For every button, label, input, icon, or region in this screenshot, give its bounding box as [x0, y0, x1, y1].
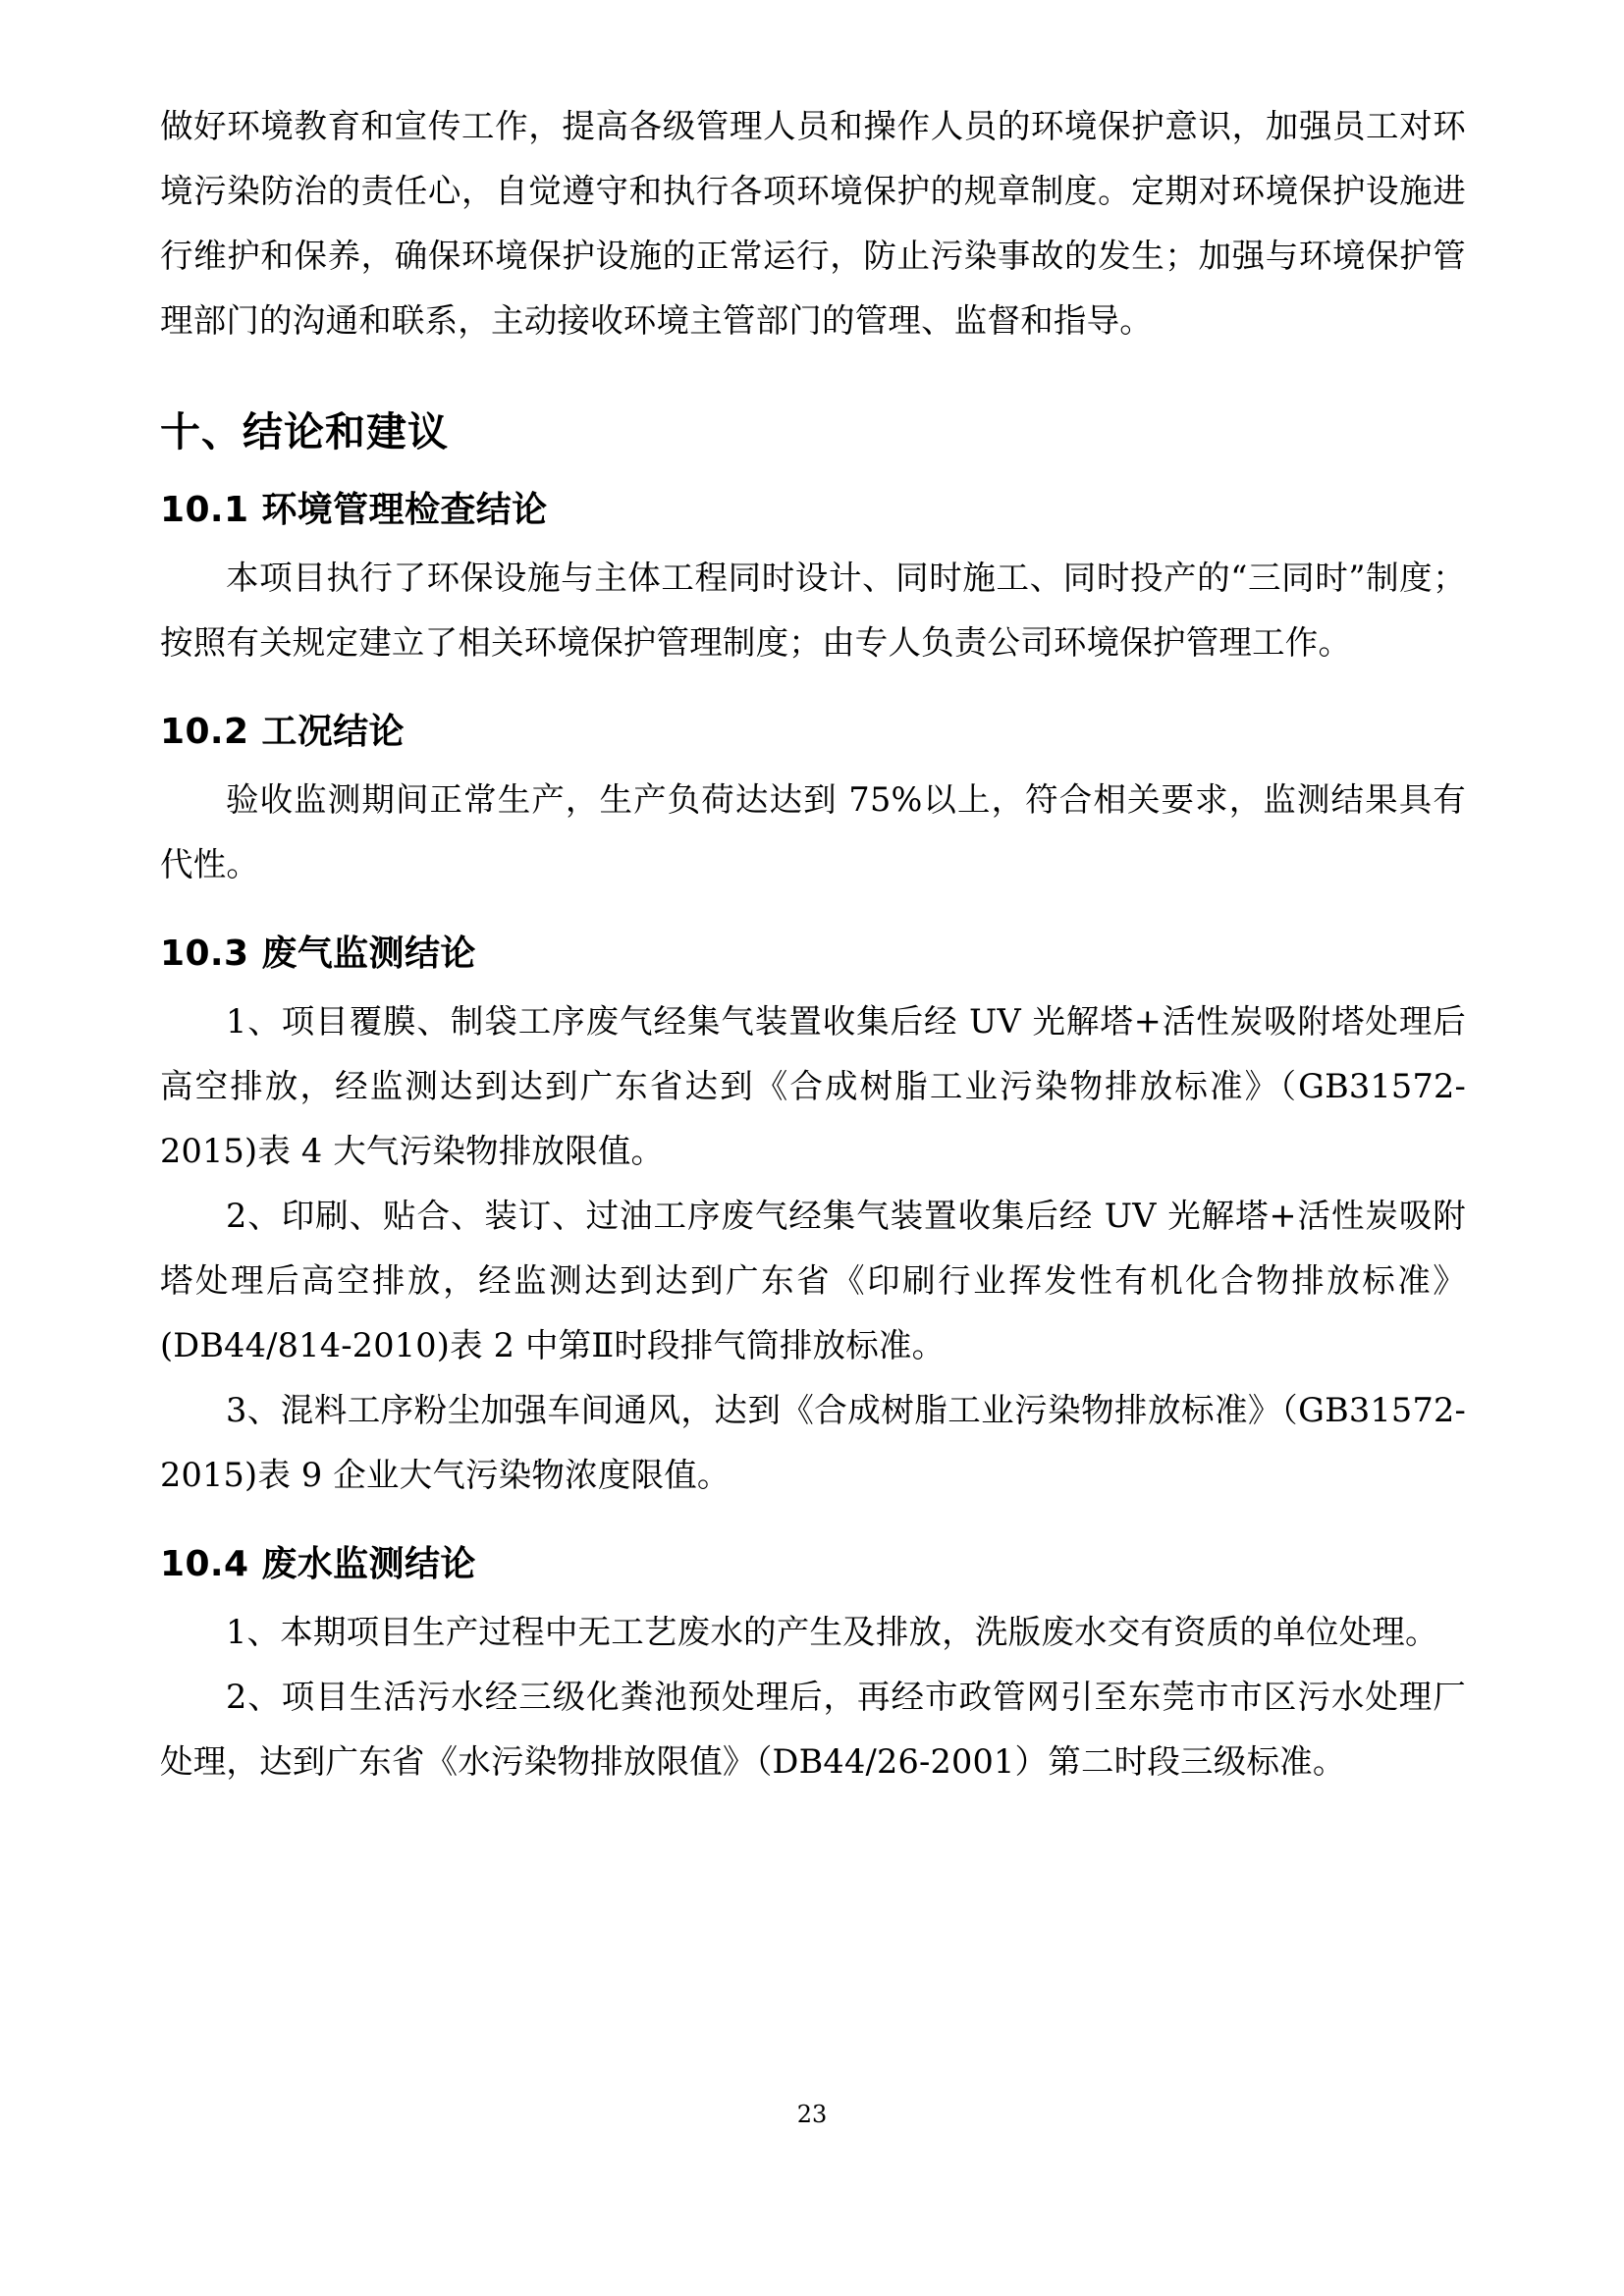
spacer	[160, 897, 1466, 907]
spacer	[160, 1508, 1466, 1518]
section-10-3-paragraph-3: 3、混料工序粉尘加强车间通风，达到《合成树脂工业污染物排放标准》（GB31572-2015)表 9 企业大气污染物浓度限值。	[160, 1391, 1466, 1494]
spacer	[160, 353, 1466, 371]
section-heading-10-2: 10.2 工况结论	[160, 712, 405, 752]
section-heading-10: 十、结论和建议	[160, 408, 449, 455]
section-10-4-paragraph-2: 2、项目生活污水经三级化粪池预处理后，再经市政管网引至东莞市市区污水处理厂处理，达到广东省《水污染物排放限值》（DB44/26-2001）第二时段三级标准。	[160, 1678, 1466, 1781]
section-heading-10-4: 10.4 废水监测结论	[160, 1544, 476, 1584]
page-content	[160, 94, 1466, 1794]
section-10-3-paragraph-1: 1、项目覆膜、制袋工序废气经集气装置收集后经 UV 光解塔+活性炭吸附塔处理后高空排放，经监测达到达到广东省达到《合成树脂工业污染物排放标准》（GB31572-2015)表 4 大气污染物排放限值。	[160, 1002, 1466, 1170]
section-10-1-paragraph-1: 本项目执行了环保设施与主体工程同时设计、同时施工、同时投产的“三同时”制度；按照有关规定建立了相关环境保护管理制度；由专人负责公司环境保护管理工作。	[160, 559, 1466, 662]
section-10-4-paragraph-1: 1、本期项目生产过程中无工艺废水的产生及排放，洗版废水交有资质的单位处理。	[226, 1613, 1438, 1651]
section-heading-10-3: 10.3 废气监测结论	[160, 934, 476, 974]
section-heading-10-1: 10.1 环境管理检查结论	[160, 490, 548, 530]
page-number: 23	[796, 2101, 828, 2128]
intro-paragraph: 做好环境教育和宣传工作，提高各级管理人员和操作人员的环境保护意识，加强员工对环境污染防治的责任心，自觉遵守和执行各项环境保护的规章制度。定期对环境保护设施进行维护和保养，确保环境保护设施的正常运行，防止污染事故的发生；加强与环境保护管理部门的沟通和联系，主动接收环境主管部门的管理、监督和指导。	[160, 107, 1466, 340]
spacer	[160, 675, 1466, 685]
section-10-3-paragraph-2: 2、印刷、贴合、装订、过油工序废气经集气装置收集后经 UV 光解塔+活性炭吸附塔处理后高空排放，经监测达到达到广东省《印刷行业挥发性有机化合物排放标准》(DB44/814-2010)表 2 中第Ⅱ时段排气筒排放标准。	[160, 1197, 1466, 1364]
section-10-2-paragraph-1: 验收监测期间正常生产，生产负荷达达到 75%以上，符合相关要求，监测结果具有代性。	[160, 780, 1466, 883]
